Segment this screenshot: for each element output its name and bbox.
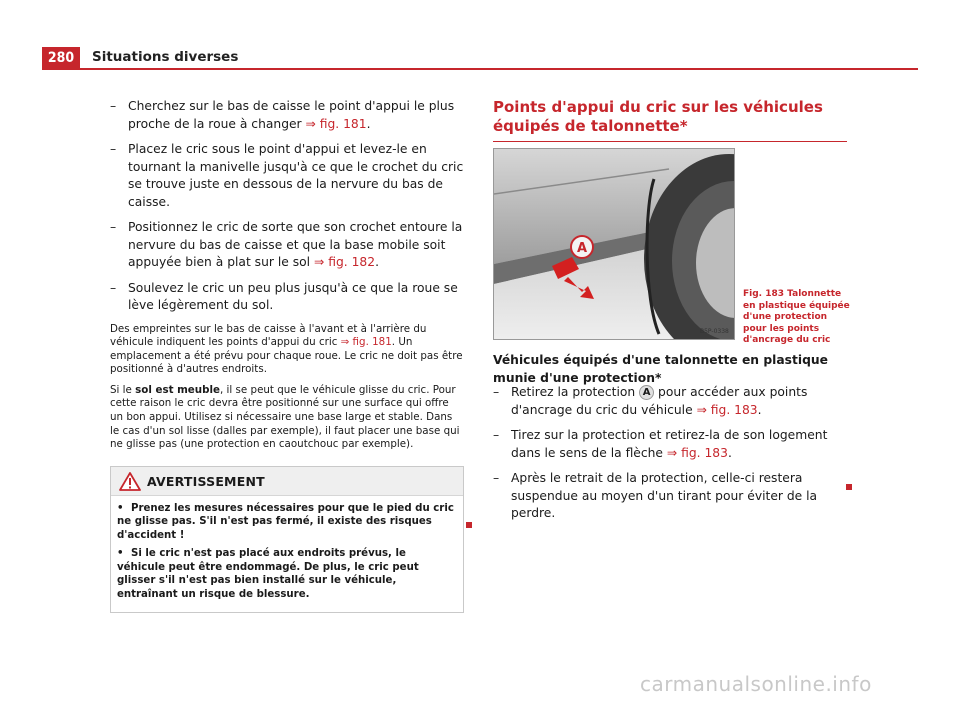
warning-box — [110, 466, 464, 614]
section-header: Situations diverses — [92, 49, 239, 65]
step-text: Tirez sur la protection et retirez-la de son logement dans le sens de la flèche — [511, 428, 828, 460]
step-2 — [493, 427, 853, 462]
note-paragraph-1 — [110, 323, 464, 377]
note-text: , il se peut que le véhicule glisse du cric. Pour cette raison le cric devra être positionné sur une surface qui offre un bon appui. Utilisez si nécessaire une base large et stable. Dans le cas d'un sol lisse (dalles par exemple), il faut placer une base qui ne glisse pas (une protection en caoutchouc par exemple). — [110, 383, 460, 451]
right-steps — [493, 384, 853, 531]
step-2 — [110, 141, 464, 211]
step-text: Positionnez le cric de sorte que son crochet entoure la nervure du bas de caisse et que la base mobile soit appuyée bien à plat sur le sol — [128, 220, 463, 269]
page-number: 280 — [42, 47, 80, 69]
bullet: • — [117, 548, 124, 560]
step-3 — [493, 470, 853, 523]
step-dash: – — [493, 385, 500, 399]
step-dash: – — [110, 142, 117, 156]
note-text: Des empreintes sur le bas de caisse à l'avant et à l'arrière du véhicule indiquent les points d'appui du cric — [110, 322, 427, 349]
warning-item-text: Prenez les mesures nécessaires pour que le pied du cric ne glisse pas. S'il n'est pas fermé, il existe des risques d'accident ! — [117, 502, 454, 541]
subheading: Véhicules équipés d'une talonnette en plastique munie d'une protection* — [493, 353, 828, 385]
warning-item-text: Si le cric n'est pas placé aux endroits prévus, le véhicule peut être endommagé. De plus, le cric peut glisser s'il n'est pas bien installé sur le véhicule, entraînant un risque de blessure. — [117, 548, 419, 600]
warning-body — [111, 496, 463, 613]
step-tail: . — [375, 255, 379, 269]
warning-title: AVERTISSEMENT — [147, 473, 265, 489]
step-tail: . — [727, 445, 732, 460]
step-1 — [493, 384, 853, 419]
note-text: . Un emplacement a été prévu pour chaque roue. Le cric ne doit pas être positionné à d'autres endroits. — [110, 336, 463, 376]
warning-item — [117, 547, 457, 601]
step-dash: – — [493, 428, 500, 442]
step-3 — [110, 219, 464, 272]
step-tail: . — [366, 116, 371, 131]
fig-link[interactable]: ⇒ fig. 182 — [314, 255, 376, 269]
watermark: carmanualsonline.info — [640, 672, 872, 696]
warning-item — [117, 502, 457, 543]
fig-link[interactable]: ⇒ fig. 183 — [666, 445, 728, 460]
step-dash: – — [110, 220, 117, 234]
step-text: Après le retrait de la protection, celle-ci restera suspendue au moyen d'un tirant pour éviter de la perdre. — [511, 471, 818, 520]
step-1 — [110, 98, 464, 133]
figure-caption: Fig. 183 Talonnette en plastique équipée d'une protection pour les points d'ancrage du cric — [743, 289, 850, 345]
step-text: Placez le cric sous le point d'appui et levez-le en tournant la manivelle jusqu'à ce que le crochet du cric se trouve juste en dessous de la nervure du bas de caisse. — [128, 142, 464, 209]
left-column — [110, 98, 464, 613]
fig-link[interactable]: ⇒ fig. 181 — [340, 336, 392, 349]
step-tail: . — [757, 402, 762, 417]
figure-183 — [493, 148, 735, 340]
bullet: • — [117, 502, 124, 514]
step-4 — [110, 280, 464, 315]
step-text: Retirez la protection — [511, 385, 640, 399]
end-marker — [466, 522, 472, 528]
step-text: pour accéder aux points d'ancrage du cric du véhicule — [511, 385, 808, 417]
figure-code: B5P-0338 — [700, 328, 729, 335]
figure-label-a: A — [576, 241, 588, 256]
step-text: Soulevez le cric un peu plus jusqu'à ce que la roue se lève légèrement du sol. — [128, 280, 458, 312]
step-text: Cherchez sur le bas de caisse le point d'appui le plus proche de la roue à changer — [128, 99, 455, 131]
car-sill-illustration — [494, 149, 734, 339]
warning-header — [111, 467, 463, 496]
note-bold: sol est meuble — [135, 383, 221, 396]
step-dash: – — [493, 471, 500, 485]
warning-triangle-icon — [119, 472, 141, 495]
step-dash: – — [110, 99, 117, 113]
note-text: Si le — [110, 383, 136, 396]
note-paragraph-2 — [110, 384, 464, 452]
section-heading: Points d'appui du cric sur les véhicules équipés de talonnette* — [493, 98, 847, 142]
right-column — [493, 98, 847, 142]
header-rule — [42, 68, 918, 70]
fig-link[interactable]: ⇒ fig. 183 — [696, 402, 758, 417]
callout-badge-a: A — [639, 385, 654, 400]
fig-link[interactable]: ⇒ fig. 181 — [305, 116, 367, 131]
step-dash: – — [110, 280, 117, 295]
end-marker — [846, 484, 852, 490]
